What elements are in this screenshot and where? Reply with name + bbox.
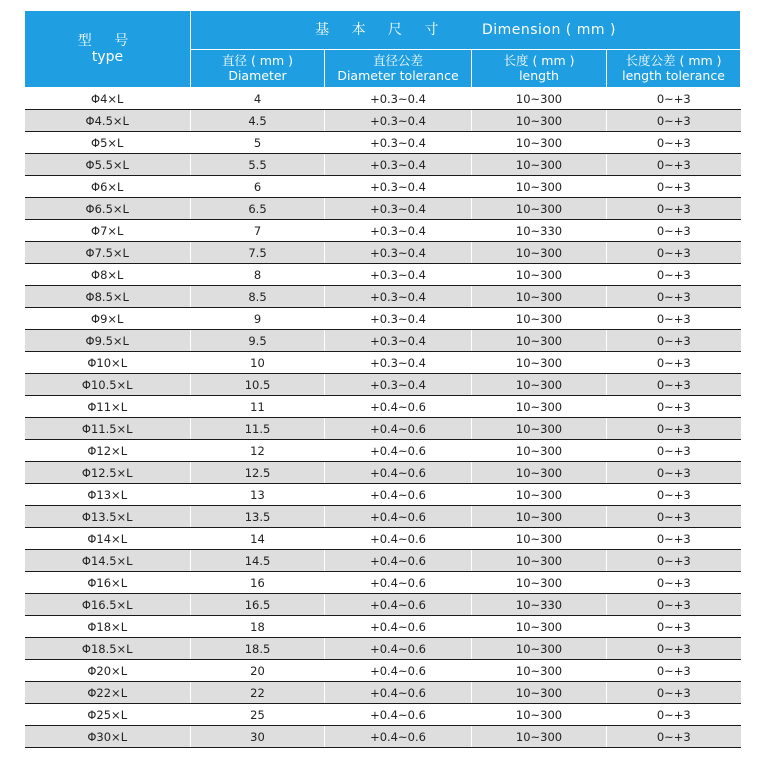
diameter-tolerance-cell: +0.4~0.6 — [325, 396, 472, 418]
diameter-tolerance-cell: +0.3~0.4 — [325, 176, 472, 198]
diameter-tolerance-cell: +0.4~0.6 — [325, 506, 472, 528]
diameter-cell: 4 — [191, 88, 325, 110]
type-cell: Φ9.5×L — [25, 330, 191, 352]
table-row — [25, 88, 741, 110]
type-cell: Φ13×L — [25, 484, 191, 506]
table-row — [25, 176, 741, 198]
length-cell: 10~300 — [472, 132, 607, 154]
table-row — [25, 264, 741, 286]
length-tolerance-cell: 0~+3 — [607, 176, 741, 198]
length-tolerance-cell: 0~+3 — [607, 88, 741, 110]
diameter-tolerance-cell: +0.4~0.6 — [325, 572, 472, 594]
type-cell: Φ7×L — [25, 220, 191, 242]
diameter-cell: 14.5 — [191, 550, 325, 572]
type-cell: Φ22×L — [25, 682, 191, 704]
length-cell: 10~300 — [472, 506, 607, 528]
length-tolerance-cell: 0~+3 — [607, 242, 741, 264]
type-cell: Φ5×L — [25, 132, 191, 154]
diameter-tolerance-cell: +0.3~0.4 — [325, 242, 472, 264]
diameter-cell: 4.5 — [191, 110, 325, 132]
length-tolerance-column-header — [607, 49, 741, 88]
diameter-cell: 12.5 — [191, 462, 325, 484]
type-header-en: type — [91, 49, 124, 65]
length-tolerance-cell: 0~+3 — [607, 308, 741, 330]
table-row — [25, 308, 741, 330]
diameter-tolerance-cell: +0.3~0.4 — [325, 374, 472, 396]
length-cell: 10~300 — [472, 440, 607, 462]
type-cell: Φ16.5×L — [25, 594, 191, 616]
length-cell: 10~300 — [472, 462, 607, 484]
length-column-header — [472, 49, 607, 88]
diameter-tolerance-cell: +0.3~0.4 — [325, 286, 472, 308]
type-cell: Φ10.5×L — [25, 374, 191, 396]
diameter-cell: 9 — [191, 308, 325, 330]
diameter-cell: 16 — [191, 572, 325, 594]
type-cell: Φ13.5×L — [25, 506, 191, 528]
diameter-tolerance-column-header — [325, 49, 472, 88]
length-tolerance-cell: 0~+3 — [607, 528, 741, 550]
length-cell: 10~300 — [472, 572, 607, 594]
diameter-cell: 14 — [191, 528, 325, 550]
diameter-cell: 16.5 — [191, 594, 325, 616]
length-tolerance-cell: 0~+3 — [607, 704, 741, 726]
length-cell: 10~300 — [472, 528, 607, 550]
length-tolerance-header-en: length tolerance — [622, 68, 725, 84]
diameter-cell: 18.5 — [191, 638, 325, 660]
diameter-cell: 30 — [191, 726, 325, 748]
table-row — [25, 286, 741, 308]
diameter-cell: 11.5 — [191, 418, 325, 440]
diameter-tolerance-cell: +0.4~0.6 — [325, 704, 472, 726]
length-tolerance-cell: 0~+3 — [607, 616, 741, 638]
diameter-cell: 7.5 — [191, 242, 325, 264]
spec-table — [24, 10, 741, 748]
type-cell: Φ11×L — [25, 396, 191, 418]
diameter-cell: 7 — [191, 220, 325, 242]
diameter-tolerance-cell: +0.4~0.6 — [325, 726, 472, 748]
diameter-tolerance-cell: +0.3~0.4 — [325, 264, 472, 286]
type-cell: Φ9×L — [25, 308, 191, 330]
diameter-cell: 22 — [191, 682, 325, 704]
length-tolerance-cell: 0~+3 — [607, 396, 741, 418]
diameter-cell: 10.5 — [191, 374, 325, 396]
diameter-tolerance-cell: +0.3~0.4 — [325, 308, 472, 330]
length-header-en: length — [519, 68, 559, 84]
type-cell: Φ14×L — [25, 528, 191, 550]
diameter-tolerance-cell: +0.4~0.6 — [325, 682, 472, 704]
table-row — [25, 506, 741, 528]
length-cell: 10~300 — [472, 638, 607, 660]
table-row — [25, 242, 741, 264]
length-cell: 10~300 — [472, 374, 607, 396]
diameter-cell: 5 — [191, 132, 325, 154]
diameter-cell: 9.5 — [191, 330, 325, 352]
length-cell: 10~300 — [472, 660, 607, 682]
diameter-tolerance-header-en: Diameter tolerance — [337, 68, 459, 84]
type-cell: Φ4.5×L — [25, 110, 191, 132]
type-cell: Φ18.5×L — [25, 638, 191, 660]
length-cell: 10~300 — [472, 616, 607, 638]
diameter-tolerance-cell: +0.4~0.6 — [325, 616, 472, 638]
length-tolerance-cell: 0~+3 — [607, 264, 741, 286]
diameter-tolerance-cell: +0.4~0.6 — [325, 550, 472, 572]
length-cell: 10~300 — [472, 418, 607, 440]
diameter-tolerance-cell: +0.4~0.6 — [325, 594, 472, 616]
length-cell: 10~300 — [472, 110, 607, 132]
table-row — [25, 660, 741, 682]
length-tolerance-cell: 0~+3 — [607, 638, 741, 660]
diameter-tolerance-cell: +0.4~0.6 — [325, 440, 472, 462]
table-row — [25, 330, 741, 352]
type-cell: Φ18×L — [25, 616, 191, 638]
type-cell: Φ5.5×L — [25, 154, 191, 176]
length-tolerance-cell: 0~+3 — [607, 594, 741, 616]
type-header-cn: 型 号 — [77, 33, 138, 49]
table-row — [25, 616, 741, 638]
diameter-cell: 25 — [191, 704, 325, 726]
length-cell: 10~300 — [472, 396, 607, 418]
table-row — [25, 440, 741, 462]
table-row — [25, 484, 741, 506]
type-cell: Φ20×L — [25, 660, 191, 682]
length-tolerance-cell: 0~+3 — [607, 440, 741, 462]
diameter-cell: 6.5 — [191, 198, 325, 220]
diameter-cell: 10 — [191, 352, 325, 374]
diameter-tolerance-cell: +0.3~0.4 — [325, 330, 472, 352]
table-row — [25, 704, 741, 726]
type-cell: Φ8×L — [25, 264, 191, 286]
length-cell: 10~300 — [472, 550, 607, 572]
type-cell: Φ30×L — [25, 726, 191, 748]
length-cell: 10~300 — [472, 308, 607, 330]
diameter-tolerance-cell: +0.3~0.4 — [325, 198, 472, 220]
table-row — [25, 638, 741, 660]
diameter-tolerance-cell: +0.4~0.6 — [325, 660, 472, 682]
table-header — [25, 11, 741, 88]
length-cell: 10~300 — [472, 154, 607, 176]
length-tolerance-cell: 0~+3 — [607, 330, 741, 352]
diameter-tolerance-cell: +0.3~0.4 — [325, 352, 472, 374]
table-row — [25, 374, 741, 396]
type-column-header — [25, 11, 191, 88]
table-row — [25, 110, 741, 132]
length-cell: 10~300 — [472, 286, 607, 308]
diameter-tolerance-cell: +0.3~0.4 — [325, 154, 472, 176]
diameter-cell: 11 — [191, 396, 325, 418]
length-cell: 10~300 — [472, 704, 607, 726]
type-cell: Φ11.5×L — [25, 418, 191, 440]
table-row — [25, 462, 741, 484]
length-tolerance-cell: 0~+3 — [607, 110, 741, 132]
table-row — [25, 132, 741, 154]
diameter-tolerance-cell: +0.4~0.6 — [325, 462, 472, 484]
length-header-cn: 长度 ( mm ) — [503, 53, 575, 69]
length-tolerance-cell: 0~+3 — [607, 374, 741, 396]
diameter-tolerance-cell: +0.3~0.4 — [325, 220, 472, 242]
length-tolerance-cell: 0~+3 — [607, 220, 741, 242]
diameter-cell: 8 — [191, 264, 325, 286]
length-cell: 10~330 — [472, 220, 607, 242]
diameter-tolerance-cell: +0.4~0.6 — [325, 418, 472, 440]
diameter-cell: 8.5 — [191, 286, 325, 308]
type-cell: Φ14.5×L — [25, 550, 191, 572]
spec-table-container — [24, 10, 740, 748]
length-tolerance-cell: 0~+3 — [607, 572, 741, 594]
table-row — [25, 594, 741, 616]
type-cell: Φ6×L — [25, 176, 191, 198]
diameter-tolerance-cell: +0.3~0.4 — [325, 132, 472, 154]
length-tolerance-cell: 0~+3 — [607, 484, 741, 506]
length-tolerance-cell: 0~+3 — [607, 418, 741, 440]
type-cell: Φ12.5×L — [25, 462, 191, 484]
type-cell: Φ4×L — [25, 88, 191, 110]
table-body — [25, 88, 741, 748]
type-cell: Φ16×L — [25, 572, 191, 594]
length-cell: 10~300 — [472, 330, 607, 352]
diameter-tolerance-cell: +0.4~0.6 — [325, 528, 472, 550]
length-cell: 10~300 — [472, 682, 607, 704]
diameter-tolerance-cell: +0.3~0.4 — [325, 110, 472, 132]
length-tolerance-cell: 0~+3 — [607, 550, 741, 572]
table-row — [25, 528, 741, 550]
diameter-header-en: Diameter — [228, 68, 287, 84]
diameter-cell: 20 — [191, 660, 325, 682]
length-tolerance-cell: 0~+3 — [607, 726, 741, 748]
type-cell: Φ10×L — [25, 352, 191, 374]
table-row — [25, 550, 741, 572]
diameter-cell: 5.5 — [191, 154, 325, 176]
table-row — [25, 572, 741, 594]
type-cell: Φ7.5×L — [25, 242, 191, 264]
diameter-cell: 18 — [191, 616, 325, 638]
length-tolerance-header-cn: 长度公差 ( mm ) — [625, 53, 722, 69]
diameter-tolerance-header-cn: 直径公差 — [372, 53, 423, 69]
length-cell: 10~300 — [472, 484, 607, 506]
table-row — [25, 418, 741, 440]
length-cell: 10~300 — [472, 264, 607, 286]
length-tolerance-cell: 0~+3 — [607, 132, 741, 154]
diameter-tolerance-cell: +0.4~0.6 — [325, 484, 472, 506]
length-tolerance-cell: 0~+3 — [607, 506, 741, 528]
dimension-header-en: Dimension ( mm ) — [481, 21, 616, 38]
diameter-tolerance-cell: +0.4~0.6 — [325, 638, 472, 660]
table-row — [25, 396, 741, 418]
length-tolerance-cell: 0~+3 — [607, 352, 741, 374]
length-tolerance-cell: 0~+3 — [607, 154, 741, 176]
type-cell: Φ12×L — [25, 440, 191, 462]
table-row — [25, 726, 741, 748]
diameter-column-header — [191, 49, 325, 88]
table-row — [25, 352, 741, 374]
table-row — [25, 682, 741, 704]
length-tolerance-cell: 0~+3 — [607, 198, 741, 220]
length-tolerance-cell: 0~+3 — [607, 286, 741, 308]
length-cell: 10~300 — [472, 726, 607, 748]
table-row — [25, 154, 741, 176]
length-cell: 10~300 — [472, 176, 607, 198]
length-cell: 10~300 — [472, 88, 607, 110]
type-cell: Φ25×L — [25, 704, 191, 726]
diameter-cell: 6 — [191, 176, 325, 198]
length-cell: 10~300 — [472, 352, 607, 374]
diameter-cell: 13 — [191, 484, 325, 506]
length-tolerance-cell: 0~+3 — [607, 660, 741, 682]
diameter-cell: 13.5 — [191, 506, 325, 528]
diameter-tolerance-cell: +0.3~0.4 — [325, 88, 472, 110]
length-cell: 10~330 — [472, 594, 607, 616]
length-cell: 10~300 — [472, 242, 607, 264]
length-tolerance-cell: 0~+3 — [607, 462, 741, 484]
table-row — [25, 220, 741, 242]
diameter-header-cn: 直径 ( mm ) — [221, 53, 294, 69]
dimension-header-cn: 基 本 尺 寸 — [315, 21, 448, 38]
type-cell: Φ6.5×L — [25, 198, 191, 220]
length-tolerance-cell: 0~+3 — [607, 682, 741, 704]
dimension-group-header — [191, 11, 741, 50]
table-row — [25, 198, 741, 220]
diameter-cell: 12 — [191, 440, 325, 462]
length-cell: 10~300 — [472, 198, 607, 220]
type-cell: Φ8.5×L — [25, 286, 191, 308]
